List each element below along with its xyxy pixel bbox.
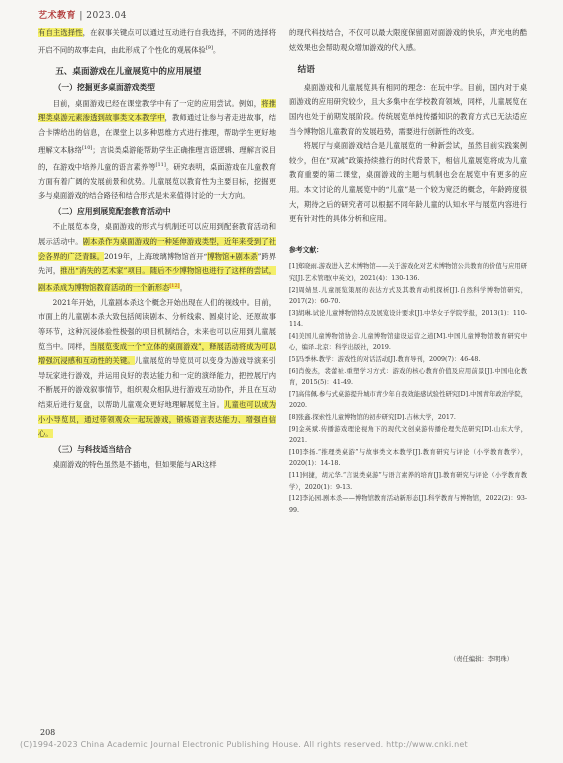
intro-tail-paragraph: 有自主选择性，在叙事关键点可以通过互动进行自我选择，不同的选择将开启不同的故事走向，由此形成了个性化的观展体验[9]。 (38, 28, 277, 55)
journal-header (38, 8, 127, 21)
paragraph-3: 2021年开始，儿童剧本杀这个概念开始出现在人们的视线中。目前，市面上的儿童剧本杀大致包括阅读剧本、分析线索、圆桌讨论、还原故事等环节，这种沉浸体验性极强的项目机制结合，未来也可以应用到儿童展览当中。同样，当展览变成一个“立体的桌面游戏”，释展活动将成为可以增强沉浸感和互动性的关键。儿童展览的导览员可以变身为游戏导演来引导玩家进行游戏，并运用良好的表达能力和一定的演绎能力，把控展厅内不断展开的游戏叙事情节，组织观众相队进行游戏互动协作，并且在互动结束后进行复盘，以帮助儿童观众更好地理解展览主旨。儿童也可以成为小小导览员，通过带领观众一起玩游戏，锻炼语言表达能力、增强自信心。 (38, 297, 277, 439)
right-column (289, 26, 527, 516)
reference-item: [10]李扬.“推理类桌游”与故事类文本教学[J].教育研究与评论（小学教育教学），2020(1)：14-18. (289, 448, 527, 468)
section-title: 五、桌面游戏在儿童展览中的应用展望 (55, 66, 202, 77)
paragraph-4: 桌面游戏的特色虽然是不插电，但如果能与AR这样 (52, 460, 217, 470)
reference-item: [8]张鑫.探索性儿童博物馆的初步研究[D].吉林大学，2017. (289, 414, 456, 422)
left-column (38, 26, 276, 473)
copyright-footer: (C)1994-2023 China Academic Journal Electronic Publishing House. All rights reserved. http://www.cnki.net (20, 740, 468, 749)
reference-item: [2]周婧昱.儿童展览策展的表达方式及其教育动机探析[J].自然科学博物馆研究，2017(2)：60-70. (289, 286, 527, 306)
reference-item: [12]李沁园.剧本杀——博物馆教育活动新形态[J].科学教育与博物馆，2022(2)：93-99. (289, 495, 527, 514)
subsection-title-3: （三）与科技适当结合 (53, 444, 132, 454)
continuation-paragraph: 的现代科技结合，不仅可以最大限度保留面对面游戏的快乐，声光电的酷炫效果也会帮助观众增加游戏的代入感。 (289, 28, 527, 52)
paragraph-1: 目前，桌面游戏已经在课堂教学中有了一定的应用尝试。例如，将推理类桌游元素渗透到故事类文本教学中，教师通过让参与者走进故事，结合卡牌给出的信息，在课堂上以多种思维方式进行推理，帮助学生更好地理解文本脉络[10]；言说类桌游能帮助学生正确推理言语逻辑、理解言说目的，在游戏中培养儿童的语言素养等[11]。研究表明，桌面游戏在儿童教育方面有着广阔的发展前景和优势。儿童展览以教育性为主要目标，挖掘更多与桌面游戏的结合路径和结合形式是未来值得讨论的一大方向。 (38, 98, 277, 201)
page-number: 208 (40, 728, 56, 737)
reference-item: [1]郑晓雨.游戏进入艺术博物馆——关于游戏化对艺术博物馆公共教育的价值与应用研究[J].艺术管理(中英文)，2021(4)：130-136. (289, 263, 527, 282)
subsection-title-2: （二）应用到展览配套教育活动中 (53, 206, 171, 216)
conclusion-title: 结语 (297, 65, 315, 76)
paragraph-2: 不止展览本身，桌面游戏的形式与机制还可以应用到配套教育活动和展示活动中。剧本杀作为桌面游戏的一种延伸游戏类型，近年来受到了社会各界的广泛青睐。2019年，上海玻璃博物馆首开“博物馆+剧本杀”跨界先河，推出“消失的艺术家”项目。随后不少博物馆也进行了这样的尝试，剧本杀成为博物馆教育活动的一个新形态[12]。 (38, 222, 277, 293)
journal-name: 艺术教育 (38, 11, 77, 21)
reference-item: [4]美国儿童博物馆协会.儿童博物馆建设运营之道[M].中国儿童博物馆教育研究中心，编译.北京：科学出版社，2019. (289, 332, 527, 352)
conclusion-paragraph-2: 将展厅与桌面游戏结合是儿童展览的一种新尝试，虽然目前实践案例较少，但在“双减”政策持续推行的时代背景下，相信儿童展览将成为儿童教育重要的第二课堂，桌面游戏的主题与机制也会在展览中有更多的应用。本文讨论的儿童展览中的“儿童”是一个较为宽泛的概念，年龄跨度很大，期待之后的研究者可以根据不同年龄儿童的认知水平与展览内容进行更有针对性的具体分析和应用。 (289, 141, 527, 224)
reference-item: [9]金英斌.传播游戏理论视角下的现代文创桌游传播伦理失范研究[D].山东大学，2021. (289, 425, 527, 445)
responsible-editor: （责任编辑：李明珠） (450, 656, 513, 663)
reference-item: [7]高伟佩.参与式桌游提升城市青少年自我效能感试验性研究[D].中国青年政治学院，2020. (289, 390, 527, 410)
reference-item: [11]何捷，胡元华.“言说类桌游”与语言素养的培育[J].教育研究与评论（小学教育教学），2020(1)：9-13. (289, 472, 527, 491)
reference-item: [3]胡琳.试论儿童博物馆特点及展览设计要求[J].中华女子学院学报，2013(1)：110-114. (289, 309, 527, 329)
references-title: 参考文献： (289, 245, 323, 254)
references-list (289, 261, 527, 516)
issue-number: | 2023.04 (76, 11, 127, 21)
reference-item: [5]冯季林.教学：游戏性的对话活动[J].教育导刊，2009(7)：46-48. (289, 356, 481, 364)
conclusion-paragraph-1: 桌面游戏和儿童展览具有相同的理念：在玩中学。目前，国内对于桌面游戏的应用研究较少，且大多集中在学校教育领域，同样，儿童展览在国内也处于前期发展阶段。传统展览单纯传播知识的教育方式已无法适应当今博物馆儿童教育的发展趋势，需要进行创新性的改变。 (289, 82, 527, 136)
subsection-title-1: （一）挖掘更多桌面游戏类型 (53, 83, 155, 93)
reference-item: [6]肖俊杰，裴蕾祉.重塑学习方式：游戏的核心教育价值及应用前景[J].中国电化教育，2015(5)：41-49. (289, 367, 527, 387)
